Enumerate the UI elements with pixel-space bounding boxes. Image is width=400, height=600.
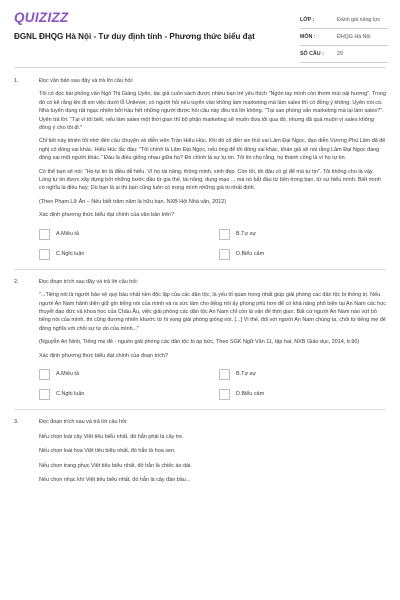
answer-option-a[interactable] (39, 228, 219, 241)
question-list (14, 77, 386, 491)
answer-option-b[interactable] (219, 228, 399, 241)
info-row-count (300, 46, 388, 63)
passage-source: (Nguyễn An Ninh, Tiếng mẹ đẻ - nguồn giải phóng các dân tộc bị áp bức, Theo SGK Ngữ Văn 11, tập hai, NXB Giáo dục, 2014, tr.90) (39, 339, 360, 346)
answer-option-d[interactable] (219, 388, 399, 401)
answer-options (39, 228, 386, 261)
question-intro: Đọc đoạn trích sau và trả lời câu hỏi: (39, 418, 128, 425)
info-key: MÔN : (300, 34, 316, 40)
answer-label: A.Miêu tả (56, 371, 79, 378)
info-value: Đánh giá năng lực (337, 17, 381, 23)
passage-paragraph: "...Tiếng nói là người bảo vệ quý báu nhất nền độc lập của các dân tộc, là yếu tố quan trọng nhất giúp giải phóng các dân tộc bị thống trị. Nếu người An Nam hãnh diện giữ gìn tiếng nói của mình và ra sức làm cho tiếng nói ấy phong phú hơn để có khả năng phổ biến tại An Nam các học thuyết đạo đức và khoa học của Châu Âu, việc giải phóng các dân tộc An Nam chỉ còn là vấn đề thời gian. Bất cứ người An Nam nào vứt bỏ tiếng nói của mình, thì cũng đương nhiên khước từ hi vọng giải phóng giống nòi. [...] Vì thế, đối với người An Nam chúng ta, chối từ tiếng mẹ đẻ đồng nghĩa với chối sự tự do của mình..." (39, 292, 386, 332)
question-number: 1. (14, 78, 19, 84)
answer-checkbox[interactable] (39, 369, 50, 380)
question-2 (14, 278, 386, 401)
answer-options (39, 368, 386, 401)
quizizz-logo: QUIZIZZ (14, 10, 69, 25)
info-key: LỚP : (300, 17, 315, 23)
passage-paragraph: Chỉ tiết này khiến tôi nhớ đến câu chuyện về diễn viên Trần Hiểu Húc. Khi đó cô đến xin thử vai Lâm Đại Ngọc, đạo diễn Vương Phù Lâm đã để nghị cô đóng vai khác. Hiểu Húc lắc đầu: "Tôi chính là Lâm Đại Ngọc, nếu ông để tôi đóng vai khác, khán giả sẽ nói rằng Lâm Đại Ngọc đang đóng vai một người khác." Đâu là điều giống nhau giữa họ? Đó chính là sự tự tin. Tôi tin chọ rằng, họ thành công là vì họ tự tin. (39, 138, 386, 162)
answer-label: D.Biểu cảm (236, 391, 265, 398)
answer-option-d[interactable] (219, 248, 399, 261)
answer-checkbox[interactable] (39, 249, 50, 260)
answer-option-c[interactable] (39, 388, 219, 401)
passage-line: Nếu chọn trang phục Việt tiêu biểu nhất, đó hẳn là chiếc áo dài. (39, 462, 192, 469)
info-value: 29 (337, 51, 343, 57)
passage-source: (Theo Phạm Lữ Ân – Nếu biết trăm năm là hữu hạn, NXB Hội Nhà văn, 2012) (39, 198, 227, 205)
question-prompt: Xác định phương thức biểu đạt chính của đoạn trích? (39, 352, 169, 359)
answer-checkbox[interactable] (39, 389, 50, 400)
passage-paragraph: Tôi có đọc bài phỏng vấn Ngô Thị Giáng Uyên, tác giả cuốn sách được nhiều bạn trẻ yêu thích "Ngón tay mình còn thơm mùi oải hương". Trong đó có kể rằng khi đi xin việc dưới lỗ Unilever, có người hỏi nếu tuyển vào không làm marketing mà làm sales thì có đồng ý không. Uyên nói có. Nhà tuyển dụng rất ngạc nhiên bởi hầu hết những người được hỏi câu này đều trả lời không. "Tại sao phòng vấn marketing mà lại làm sales?". Uyên trả lời: "Tại vì tôi biết, nếu làm sales một thời gian thì bộ phận marketing sẽ muốn đưa tôi qua đó, nhưng đã quá muộn vì sales không đồng ý cho tôi đi." (39, 91, 386, 132)
question-divider (14, 269, 386, 270)
page-header (0, 0, 400, 66)
answer-checkbox[interactable] (39, 229, 50, 240)
passage-line: Nếu chọn loài hoa Việt tiêu biểu nhất, đó hẳn là hoa sen. (39, 448, 176, 455)
answer-label: B.Tự sự (236, 230, 256, 237)
question-divider (14, 409, 386, 410)
answer-label: A.Miêu tả (56, 230, 79, 237)
header-divider (14, 67, 386, 68)
answer-checkbox[interactable] (219, 369, 230, 380)
question-3 (14, 418, 386, 485)
info-value: ĐHQG Hà Nội (337, 34, 371, 40)
passage-line: Nếu chọn loài cây Việt tiêu biểu nhất, đó hẳn phải là cây tre. (39, 433, 184, 440)
answer-option-c[interactable] (39, 248, 219, 261)
question-number: 2. (14, 278, 19, 285)
answer-checkbox[interactable] (219, 249, 230, 260)
answer-checkbox[interactable] (219, 389, 230, 400)
answer-label: B.Tự sự (236, 371, 256, 378)
question-intro: Đọc đoạn trích sau đây và trả lời câu hỏi: (39, 278, 139, 285)
answer-checkbox[interactable] (219, 229, 230, 240)
answer-label: D.Biểu cảm (236, 250, 265, 257)
answer-option-a[interactable] (39, 368, 219, 381)
question-number: 3. (14, 418, 19, 425)
info-row-subject (300, 29, 388, 46)
answer-label: C.Nghị luận (56, 391, 85, 398)
worksheet-title: ĐGNL ĐHQG Hà Nội - Tư duy định tính - Phương thức biểu đạt (14, 32, 255, 41)
info-table (300, 12, 388, 63)
info-row-class (300, 12, 388, 29)
question-prompt: Xác định phương thức biểu đạt chính của văn bản trên? (39, 212, 175, 219)
passage-paragraph: Có thể bạn sẽ nói: "Họ tự tin là điều dễ hiểu. Vì họ tài năng, thông minh, xinh đẹp. Còn tôi, tôi đâu có gì để mà tự tin". Tôi không cho là vậy. Lòng tự tin được xây dựng bởi những bước đầu từ gia thế, tài năng, dung mạo ... mà nó bắt đầu từ bên trong bạn, từ sự hiểu mình. Biết mình có nghĩa là điều hay: Dù bạn là ai thì bạn cũng luôn có trong mình những giá trị nhất định. (39, 168, 381, 192)
answer-option-b[interactable] (219, 368, 399, 381)
info-key: SỐ CÂU : (300, 51, 324, 57)
answer-label: C.Nghị luận (56, 250, 85, 257)
passage-line: Nếu chọn nhạc khí Việt tiêu biểu nhất, đó hẳn là cây đàn bầu... (39, 477, 191, 484)
question-intro: Đọc văn bản sau đây và trả lời câu hỏi: (39, 78, 134, 84)
question-1 (14, 77, 386, 261)
